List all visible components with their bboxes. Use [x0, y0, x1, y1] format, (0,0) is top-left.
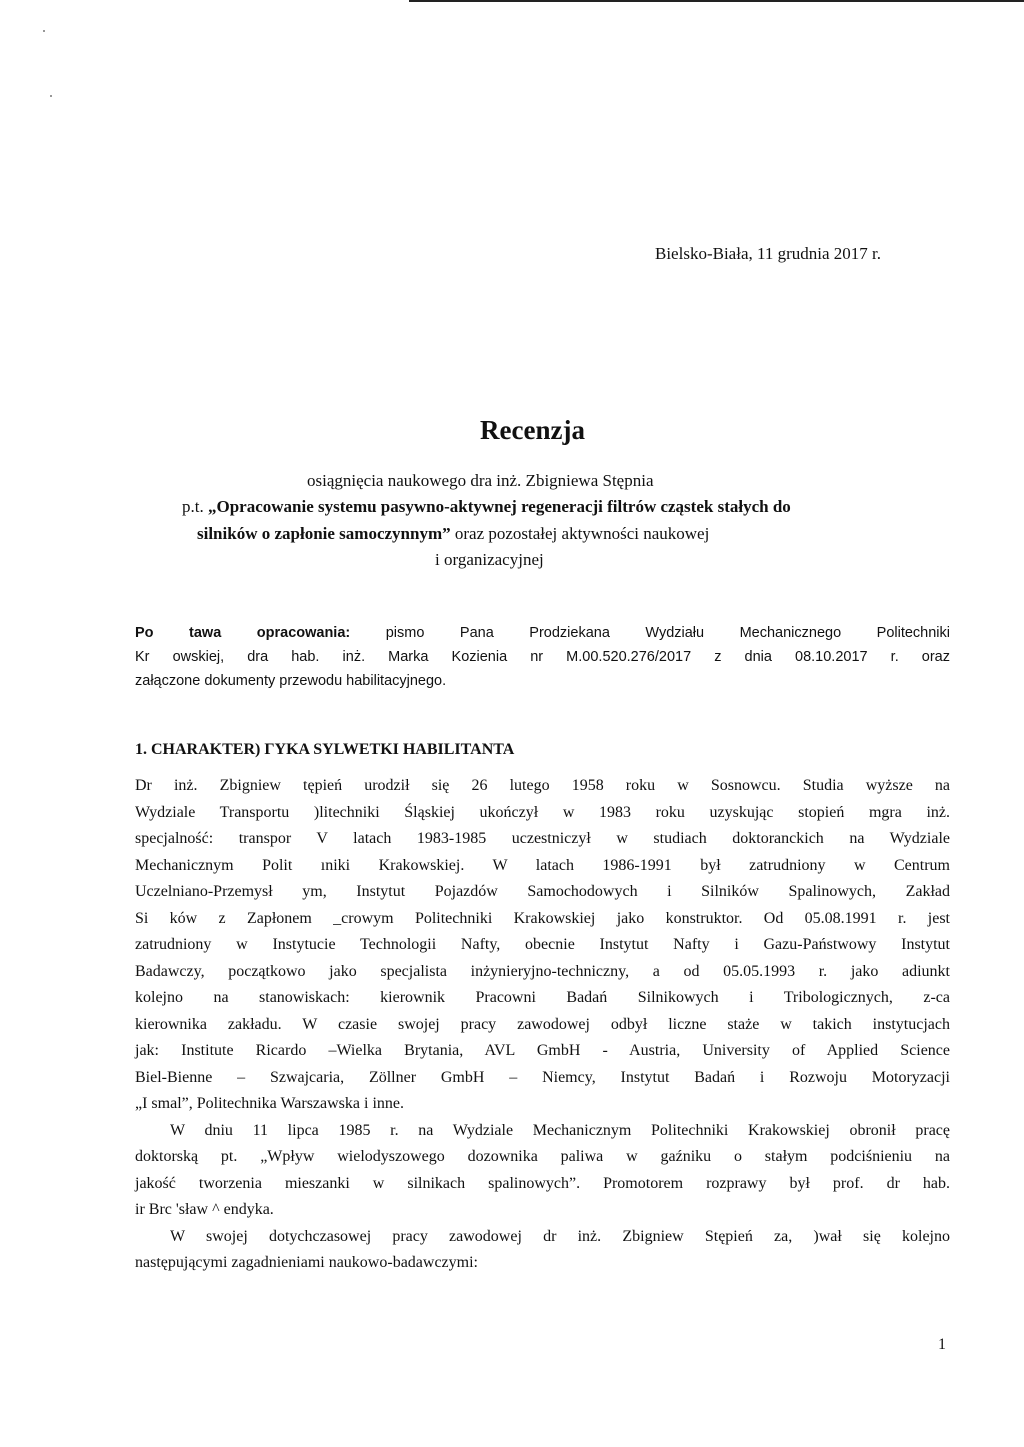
basis-line-2: Kr owskiej, dra hab. inż. Marka Kozienia nr M.00.520.276/2017 z dnia 08.10.2017 r. oraz: [135, 649, 950, 665]
body-line: Wydziale Transportu )litechniki Śląskiej ukończył w 1983 roku uzyskując stopień mgra inż.: [135, 803, 950, 821]
body-line: następującymi zagadnieniami naukowo-badawczymi:: [135, 1254, 478, 1271]
subtitle-line-3-rest: oraz pozostałej aktywności naukowej: [450, 524, 710, 543]
document-title: Recenzja: [480, 415, 585, 445]
subtitle-prefix: p.t.: [182, 497, 208, 516]
date-line: Bielsko-Biała, 11 grudnia 2017 r.: [655, 244, 882, 263]
body-line: kierownika zakładu. W czasie swojej pracy zawodowej odbył liczne staże w takich instytucjach: [135, 1015, 950, 1033]
body-line: zatrudniony w Instytucie Technologii Nafty, obecnie Instytut Nafty i Gazu-Państwowy Instytut: [135, 936, 950, 953]
body-line: kolejno na stanowiskach: kierownik Pracowni Badań Silnikowych i Tribologicznych, z-ca: [135, 989, 950, 1006]
body-line: doktorską pt. „Wpływ wielodyszowego dozownika paliwa w gaźniku o stałym podciśnieniu na: [135, 1148, 950, 1165]
basis-line-1-rest: pismo Pana Prodziekana Wydziału Mechanicznego Politechniki: [350, 625, 950, 641]
body-paragraph: [135, 773, 950, 1277]
body-line: Dr inż. Zbigniew tępień urodził się 26 lutego 1958 roku w Sosnowcu. Studia wyższe na: [135, 777, 950, 794]
body-line: „I smal”, Politechnika Warszawska i inne.: [135, 1095, 404, 1112]
thesis-title-part-2: silników o zapłonie samoczynnym”: [197, 524, 451, 543]
section-heading: 1. CHARAKTER) ΓYKA SYLWETKI HABILITANTA: [135, 741, 515, 758]
subtitle-line-3: [197, 524, 709, 544]
body-line: Badawczy, początkowo jako specjalista inżynieryjno-techniczny, a od 05.05.1993 r. jako adiunkt: [135, 962, 950, 980]
top-edge-line: [409, 0, 1024, 2]
body-line: jak: Institute Ricardo –Wielka Brytania, AVL GmbH - Austria, University of Applied Science: [135, 1042, 950, 1059]
body-line: ir Brc 'sław ^ endyka.: [135, 1201, 274, 1218]
body-line: W swojej dotychczasowej pracy zawodowej dr inż. Zbigniew Stępień za, )wał się kolejno: [170, 1227, 950, 1245]
body-line: jakość tworzenia mieszanki w silnikach spalinowych”. Promotorem rozprawy był prof. dr hab.: [135, 1174, 950, 1192]
subtitle-line-2: [182, 497, 791, 517]
basis-paragraph: [135, 621, 950, 693]
basis-line-1: [135, 621, 950, 645]
body-line: Si ków z Zapłonem _crowym Politechniki Krakowskiej jako konstruktor. Od 05.08.1991 r. jest: [135, 909, 950, 927]
page-number: 1: [938, 1336, 946, 1353]
subtitle-line-1: osiągnięcia naukowego dra inż. Zbigniewa Stępnia: [307, 471, 654, 490]
body-line: specjalność: transpor V latach 1983-1985 uczestniczył w studiach doktoranckich na Wydziale: [135, 830, 950, 847]
scan-speck: [43, 30, 45, 32]
basis-label: Po tawa opracowania:: [135, 625, 351, 641]
basis-line-3: załączone dokumenty przewodu habilitacyjnego.: [135, 673, 447, 689]
body-line: Uczelniano-Przemysł ym, Instytut Pojazdów Samochodowych i Silników Spalinowych, Zakład: [135, 883, 950, 900]
subtitle-line-4: i organizacyjnej: [435, 550, 544, 569]
body-line: Biel-Bienne – Szwajcaria, Zöllner GmbH – Niemcy, Instytut Badań i Rozwoju Motoryzacji: [135, 1068, 950, 1086]
thesis-title-part-1: „Opracowanie systemu pasywno-aktywnej regeneracji filtrów cząstek stałych do: [207, 497, 791, 516]
body-line: Mechanicznym Polit ıniki Krakowskiej. W latach 1986-1991 był zatrudniony w Centrum: [135, 856, 950, 874]
scan-speck: [50, 95, 52, 97]
body-line: W dniu 11 lipca 1985 r. na Wydziale Mechanicznym Politechniki Krakowskiej obronił pracę: [170, 1121, 950, 1139]
